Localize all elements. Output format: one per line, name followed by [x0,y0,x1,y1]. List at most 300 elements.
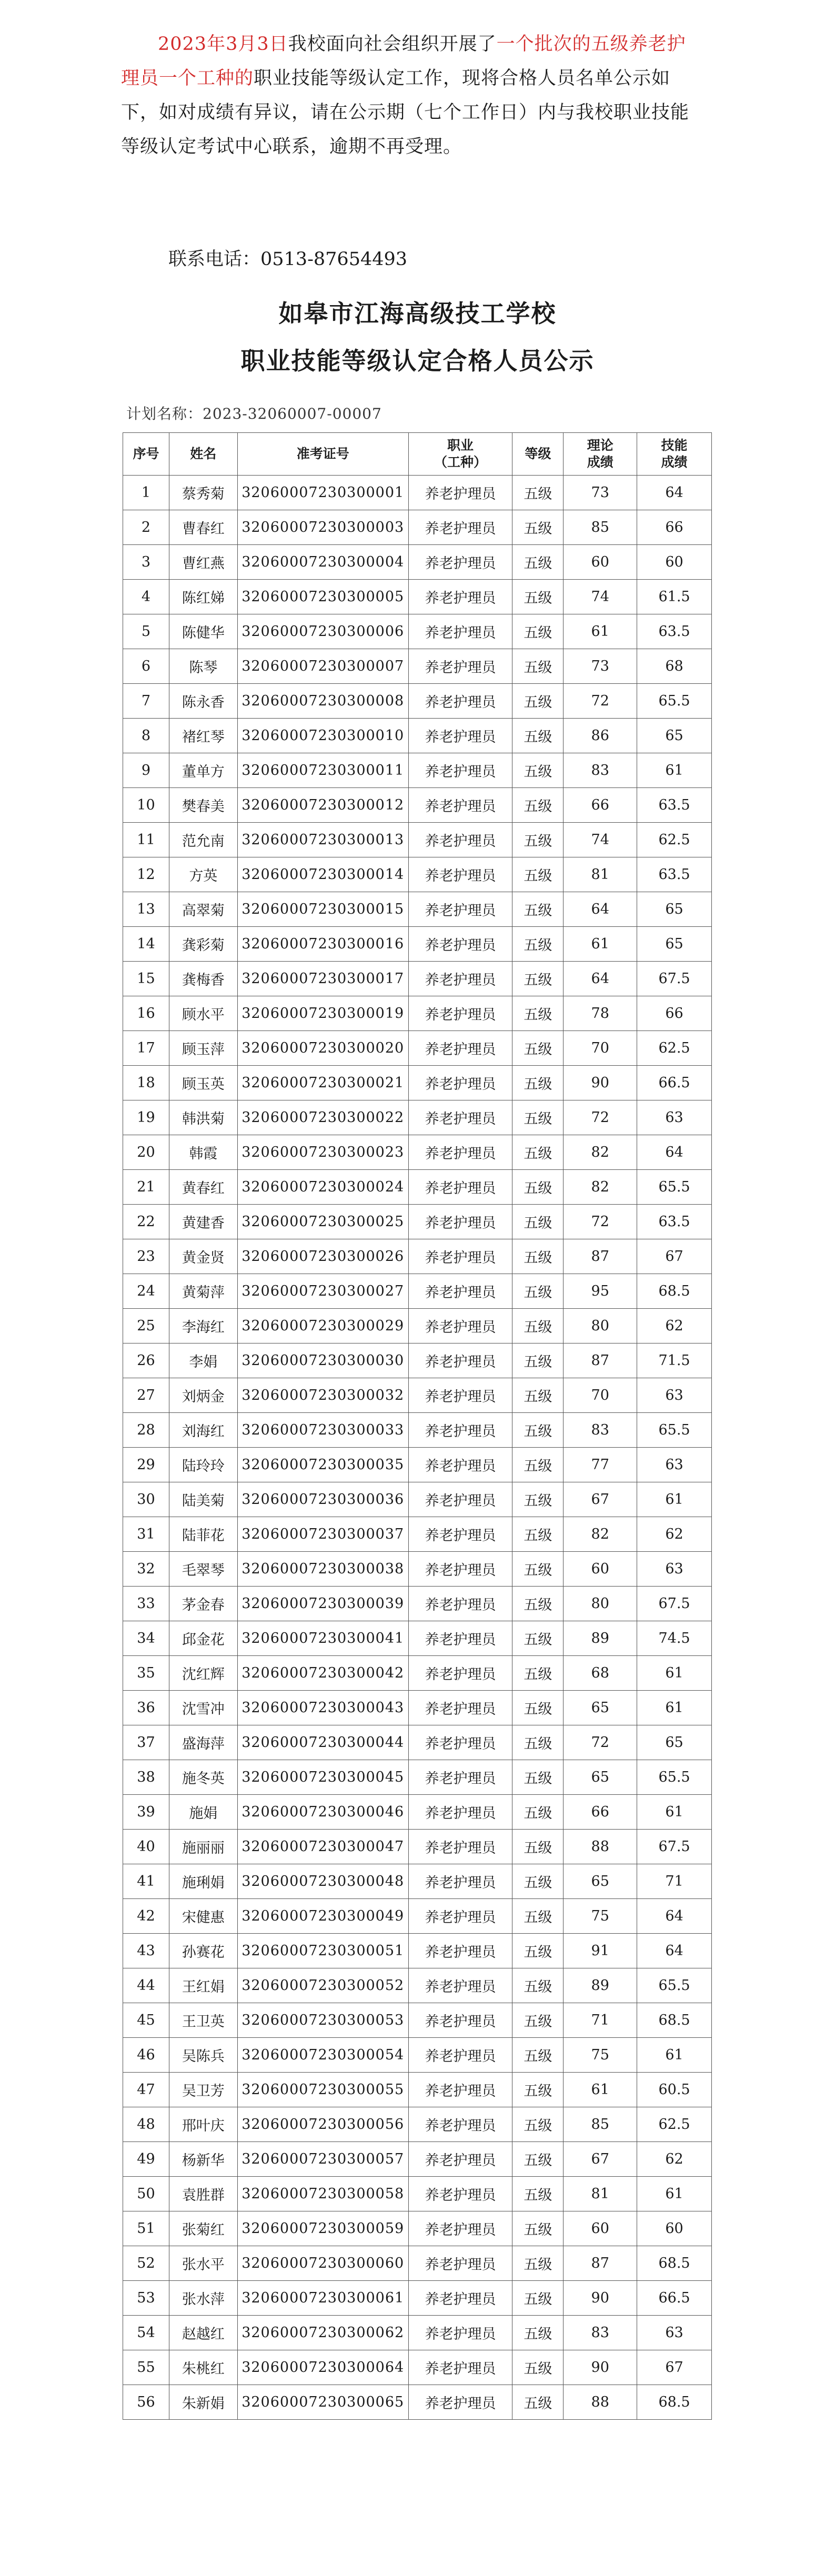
cell-name: 吴卫芳 [169,2073,237,2107]
cell-skill-score: 63 [637,2316,712,2350]
cell-theory-score: 67 [564,1482,637,1517]
table-row [123,614,712,649]
cell-occupation: 养老护理员 [408,1309,512,1343]
cell-occupation: 养老护理员 [408,1864,512,1899]
cell-occupation: 养老护理员 [408,2281,512,2316]
qualified-roster-table [123,432,712,2420]
cell-exam-id: 32060007230300042 [237,1656,408,1691]
cell-no: 43 [123,1934,169,1968]
cell-exam-id: 32060007230300046 [237,1795,408,1830]
cell-exam-id: 32060007230300055 [237,2073,408,2107]
contact-phone: 联系电话：0513-87654493 [168,249,408,270]
cell-occupation: 养老护理员 [408,892,512,927]
cell-level: 五级 [512,962,564,996]
table-row [123,1482,712,1517]
table-row [123,962,712,996]
cell-occupation: 养老护理员 [408,649,512,684]
cell-name: 邱金花 [169,1621,237,1656]
header-skill-score [637,433,712,476]
cell-no: 32 [123,1552,169,1587]
cell-name: 沈红辉 [169,1656,237,1691]
cell-occupation: 养老护理员 [408,2038,512,2073]
cell-no: 11 [123,823,169,857]
table-row [123,1100,712,1135]
cell-level: 五级 [512,1309,564,1343]
table-row [123,2281,712,2316]
cell-exam-id: 32060007230300048 [237,1864,408,1899]
cell-no: 23 [123,1239,169,1274]
cell-name: 陈红娣 [169,580,237,614]
cell-level: 五级 [512,996,564,1031]
cell-level: 五级 [512,1517,564,1552]
cell-name: 褚红琴 [169,719,237,753]
cell-name: 蔡秀菊 [169,476,237,510]
notice-title: 职业技能等级认定合格人员公示 [240,347,595,375]
table-row [123,1378,712,1413]
cell-occupation: 养老护理员 [408,2107,512,2142]
cell-name: 曹红燕 [169,545,237,580]
header-theory-line2: 成绩 [587,454,613,470]
cell-exam-id: 32060007230300025 [237,1205,408,1239]
cell-name: 施娟 [169,1795,237,1830]
cell-occupation: 养老护理员 [408,719,512,753]
cell-no: 41 [123,1864,169,1899]
cell-no: 10 [123,788,169,823]
cell-skill-score: 65.5 [637,1760,712,1795]
cell-name: 顾水平 [169,996,237,1031]
cell-skill-score: 61 [637,753,712,788]
cell-theory-score: 74 [564,580,637,614]
cell-no: 21 [123,1170,169,1205]
cell-occupation: 养老护理员 [408,1482,512,1517]
cell-name: 方英 [169,857,237,892]
cell-level: 五级 [512,2073,564,2107]
cell-no: 27 [123,1378,169,1413]
cell-level: 五级 [512,1864,564,1899]
cell-skill-score: 67 [637,2350,712,2385]
cell-no: 12 [123,857,169,892]
cell-name: 张水萍 [169,2281,237,2316]
cell-occupation: 养老护理员 [408,1725,512,1760]
cell-name: 陆玲玲 [169,1448,237,1482]
cell-level: 五级 [512,1656,564,1691]
cell-theory-score: 65 [564,1760,637,1795]
cell-name: 陆美菊 [169,1482,237,1517]
cell-level: 五级 [512,1552,564,1587]
cell-exam-id: 32060007230300012 [237,788,408,823]
cell-level: 五级 [512,2316,564,2350]
cell-theory-score: 61 [564,614,637,649]
cell-exam-id: 32060007230300015 [237,892,408,927]
table-row [123,1899,712,1934]
cell-occupation: 养老护理员 [408,2350,512,2385]
cell-theory-score: 87 [564,2246,637,2281]
cell-no: 33 [123,1587,169,1621]
cell-no: 55 [123,2350,169,2385]
cell-name: 高翠菊 [169,892,237,927]
cell-no: 3 [123,545,169,580]
cell-no: 15 [123,962,169,996]
header-theory-score [564,433,637,476]
cell-skill-score: 65 [637,927,712,962]
cell-level: 五级 [512,788,564,823]
cell-theory-score: 83 [564,753,637,788]
cell-exam-id: 32060007230300026 [237,1239,408,1274]
cell-name: 龚彩菊 [169,927,237,962]
cell-theory-score: 95 [564,1274,637,1309]
table-row [123,476,712,510]
cell-no: 2 [123,510,169,545]
cell-skill-score: 66.5 [637,2281,712,2316]
cell-name: 毛翠琴 [169,1552,237,1587]
cell-exam-id: 32060007230300054 [237,2038,408,2073]
cell-exam-id: 32060007230300064 [237,2350,408,2385]
cell-occupation: 养老护理员 [408,1100,512,1135]
table-row [123,2211,712,2246]
cell-no: 40 [123,1830,169,1864]
cell-skill-score: 74.5 [637,1621,712,1656]
cell-name: 樊春美 [169,788,237,823]
cell-skill-score: 67 [637,1239,712,1274]
cell-no: 46 [123,2038,169,2073]
cell-no: 49 [123,2142,169,2177]
cell-no: 37 [123,1725,169,1760]
header-occupation-line2: （工种） [434,454,487,470]
table-row [123,1517,712,1552]
cell-name: 韩霞 [169,1135,237,1170]
cell-no: 7 [123,684,169,719]
cell-skill-score: 63 [637,1552,712,1587]
table-row [123,1725,712,1760]
table-row [123,719,712,753]
cell-level: 五级 [512,649,564,684]
cell-skill-score: 68 [637,649,712,684]
cell-skill-score: 65 [637,1725,712,1760]
table-row [123,510,712,545]
cell-exam-id: 32060007230300060 [237,2246,408,2281]
cell-level: 五级 [512,1830,564,1864]
cell-skill-score: 63.5 [637,614,712,649]
cell-level: 五级 [512,2350,564,2385]
cell-name: 范允南 [169,823,237,857]
cell-theory-score: 81 [564,857,637,892]
cell-name: 陆菲花 [169,1517,237,1552]
cell-level: 五级 [512,1239,564,1274]
cell-occupation: 养老护理员 [408,1552,512,1587]
cell-exam-id: 32060007230300041 [237,1621,408,1656]
cell-occupation: 养老护理员 [408,1517,512,1552]
cell-name: 张水平 [169,2246,237,2281]
cell-no: 38 [123,1760,169,1795]
cell-name: 吴陈兵 [169,2038,237,2073]
cell-level: 五级 [512,2003,564,2038]
table-row [123,927,712,962]
cell-name: 盛海萍 [169,1725,237,1760]
header-theory-line1: 理论 [587,438,613,453]
cell-theory-score: 88 [564,2385,637,2420]
cell-level: 五级 [512,1587,564,1621]
cell-level: 五级 [512,2281,564,2316]
cell-no: 22 [123,1205,169,1239]
cell-level: 五级 [512,2142,564,2177]
cell-name: 朱新娟 [169,2385,237,2420]
cell-occupation: 养老护理员 [408,2003,512,2038]
cell-exam-id: 32060007230300057 [237,2142,408,2177]
cell-occupation: 养老护理员 [408,1621,512,1656]
cell-exam-id: 32060007230300038 [237,1552,408,1587]
cell-no: 8 [123,719,169,753]
cell-theory-score: 90 [564,2281,637,2316]
cell-level: 五级 [512,1725,564,1760]
cell-no: 14 [123,927,169,962]
table-row [123,1205,712,1239]
cell-skill-score: 65.5 [637,1413,712,1448]
cell-level: 五级 [512,927,564,962]
cell-level: 五级 [512,1795,564,1830]
cell-skill-score: 63.5 [637,1205,712,1239]
cell-no: 53 [123,2281,169,2316]
table-row [123,1656,712,1691]
cell-theory-score: 77 [564,1448,637,1482]
cell-skill-score: 67.5 [637,962,712,996]
cell-exam-id: 32060007230300032 [237,1378,408,1413]
cell-skill-score: 61 [637,1691,712,1725]
cell-level: 五级 [512,1968,564,2003]
cell-no: 16 [123,996,169,1031]
cell-theory-score: 85 [564,510,637,545]
table-row [123,1309,712,1343]
cell-no: 42 [123,1899,169,1934]
cell-level: 五级 [512,1934,564,1968]
cell-theory-score: 85 [564,2107,637,2142]
cell-occupation: 养老护理员 [408,2142,512,2177]
cell-name: 宋健惠 [169,1899,237,1934]
cell-exam-id: 32060007230300044 [237,1725,408,1760]
table-row [123,996,712,1031]
cell-exam-id: 32060007230300019 [237,996,408,1031]
cell-name: 黄金贤 [169,1239,237,1274]
cell-occupation: 养老护理员 [408,1274,512,1309]
cell-skill-score: 62 [637,1309,712,1343]
cell-occupation: 养老护理员 [408,1378,512,1413]
cell-skill-score: 63.5 [637,857,712,892]
cell-name: 李娟 [169,1343,237,1378]
cell-skill-score: 68.5 [637,1274,712,1309]
cell-level: 五级 [512,823,564,857]
cell-exam-id: 32060007230300036 [237,1482,408,1517]
cell-theory-score: 66 [564,1795,637,1830]
cell-level: 五级 [512,857,564,892]
cell-exam-id: 32060007230300061 [237,2281,408,2316]
cell-occupation: 养老护理员 [408,1899,512,1934]
cell-theory-score: 75 [564,2038,637,2073]
cell-skill-score: 67.5 [637,1830,712,1864]
cell-skill-score: 61 [637,1482,712,1517]
cell-name: 王红娟 [169,1968,237,2003]
cell-no: 39 [123,1795,169,1830]
cell-level: 五级 [512,1274,564,1309]
cell-theory-score: 86 [564,719,637,753]
cell-exam-id: 32060007230300023 [237,1135,408,1170]
cell-skill-score: 65.5 [637,1968,712,2003]
cell-occupation: 养老护理员 [408,823,512,857]
cell-exam-id: 32060007230300062 [237,2316,408,2350]
cell-occupation: 养老护理员 [408,1066,512,1100]
cell-level: 五级 [512,1899,564,1934]
cell-level: 五级 [512,1100,564,1135]
cell-skill-score: 61 [637,1656,712,1691]
cell-skill-score: 71 [637,1864,712,1899]
cell-skill-score: 61 [637,2177,712,2211]
cell-theory-score: 61 [564,2073,637,2107]
cell-skill-score: 66 [637,510,712,545]
cell-no: 52 [123,2246,169,2281]
cell-occupation: 养老护理员 [408,2316,512,2350]
cell-occupation: 养老护理员 [408,1968,512,2003]
cell-name: 孙赛花 [169,1934,237,1968]
cell-no: 36 [123,1691,169,1725]
table-row [123,1066,712,1100]
cell-theory-score: 71 [564,2003,637,2038]
cell-name: 韩洪菊 [169,1100,237,1135]
cell-skill-score: 64 [637,1934,712,1968]
cell-occupation: 养老护理员 [408,545,512,580]
table-row [123,580,712,614]
table-row [123,2385,712,2420]
cell-name: 刘炳金 [169,1378,237,1413]
cell-name: 施琍娟 [169,1864,237,1899]
cell-theory-score: 72 [564,1205,637,1239]
cell-name: 顾玉萍 [169,1031,237,1066]
cell-occupation: 养老护理员 [408,614,512,649]
cell-theory-score: 72 [564,1725,637,1760]
cell-skill-score: 62 [637,2142,712,2177]
table-row [123,788,712,823]
cell-occupation: 养老护理员 [408,2246,512,2281]
cell-occupation: 养老护理员 [408,1691,512,1725]
cell-level: 五级 [512,476,564,510]
cell-level: 五级 [512,1170,564,1205]
cell-name: 赵越红 [169,2316,237,2350]
cell-occupation: 养老护理员 [408,2385,512,2420]
cell-occupation: 养老护理员 [408,1795,512,1830]
cell-theory-score: 87 [564,1343,637,1378]
cell-level: 五级 [512,1378,564,1413]
cell-skill-score: 62.5 [637,1031,712,1066]
cell-level: 五级 [512,545,564,580]
table-row [123,1448,712,1482]
cell-theory-score: 74 [564,823,637,857]
cell-theory-score: 91 [564,1934,637,1968]
table-row [123,1968,712,2003]
cell-name: 黄春红 [169,1170,237,1205]
cell-no: 56 [123,2385,169,2420]
cell-name: 陈琴 [169,649,237,684]
cell-occupation: 养老护理员 [408,962,512,996]
cell-occupation: 养老护理员 [408,753,512,788]
cell-skill-score: 63.5 [637,788,712,823]
cell-theory-score: 60 [564,1552,637,1587]
cell-no: 31 [123,1517,169,1552]
cell-occupation: 养老护理员 [408,857,512,892]
table-row [123,2246,712,2281]
cell-no: 54 [123,2316,169,2350]
cell-skill-score: 63 [637,1100,712,1135]
table-row [123,1795,712,1830]
cell-exam-id: 32060007230300013 [237,823,408,857]
cell-theory-score: 66 [564,788,637,823]
cell-exam-id: 32060007230300039 [237,1587,408,1621]
cell-occupation: 养老护理员 [408,2073,512,2107]
cell-skill-score: 60.5 [637,2073,712,2107]
cell-level: 五级 [512,614,564,649]
table-row [123,1552,712,1587]
cell-level: 五级 [512,2385,564,2420]
cell-name: 陈健华 [169,614,237,649]
table-row [123,1343,712,1378]
cell-occupation: 养老护理员 [408,2177,512,2211]
table-row [123,1587,712,1621]
cell-no: 44 [123,1968,169,2003]
cell-skill-score: 64 [637,1899,712,1934]
table-row [123,2107,712,2142]
cell-exam-id: 32060007230300005 [237,580,408,614]
cell-exam-id: 32060007230300037 [237,1517,408,1552]
cell-skill-score: 62 [637,1517,712,1552]
cell-level: 五级 [512,1691,564,1725]
cell-no: 51 [123,2211,169,2246]
cell-exam-id: 32060007230300056 [237,2107,408,2142]
cell-no: 50 [123,2177,169,2211]
header-occupation-line1: 职业 [447,438,474,453]
table-header-row [123,433,712,476]
cell-exam-id: 32060007230300007 [237,649,408,684]
table-row [123,1239,712,1274]
cell-exam-id: 32060007230300058 [237,2177,408,2211]
table-row [123,1170,712,1205]
cell-skill-score: 67.5 [637,1587,712,1621]
table-row [123,1135,712,1170]
cell-no: 1 [123,476,169,510]
cell-occupation: 养老护理员 [408,1934,512,1968]
table-row [123,649,712,684]
cell-no: 19 [123,1100,169,1135]
table-row [123,1621,712,1656]
cell-no: 48 [123,2107,169,2142]
cell-name: 陈永香 [169,684,237,719]
table-row [123,2142,712,2177]
table-row [123,2316,712,2350]
cell-occupation: 养老护理员 [408,476,512,510]
table-row [123,2177,712,2211]
cell-skill-score: 66 [637,996,712,1031]
cell-skill-score: 60 [637,545,712,580]
cell-name: 黄建香 [169,1205,237,1239]
table-row [123,892,712,927]
cell-level: 五级 [512,2246,564,2281]
cell-no: 6 [123,649,169,684]
cell-level: 五级 [512,1482,564,1517]
announcement-date: 2023年3月3日 [158,34,288,55]
table-row [123,545,712,580]
cell-theory-score: 82 [564,1170,637,1205]
table-row [123,2003,712,2038]
cell-skill-score: 68.5 [637,2385,712,2420]
cell-no: 24 [123,1274,169,1309]
cell-name: 邢叶庆 [169,2107,237,2142]
cell-level: 五级 [512,510,564,545]
cell-skill-score: 65.5 [637,684,712,719]
